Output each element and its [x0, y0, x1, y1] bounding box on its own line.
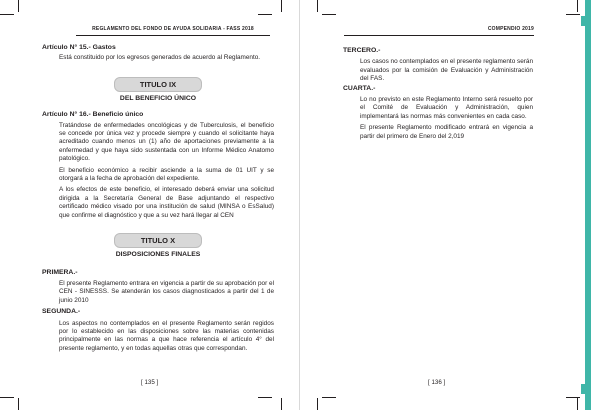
crop-mark: [281, 398, 282, 410]
crop-mark: [577, 398, 578, 410]
article-15-title: Artículo N° 15.- Gastos: [42, 44, 116, 51]
crop-mark: [258, 14, 272, 15]
right-page: [343, 47, 533, 141]
crop-mark: [18, 398, 19, 410]
crop-mark: [322, 14, 336, 15]
header-left-text: REGLAMENTO DEL FONDO DE AYUDA SOLIDARIA - FASS 2018: [92, 26, 254, 32]
page-number-left: [ 135 ]: [141, 379, 159, 386]
article-15-text: Está constituido por los egresos generados de acuerdo al Reglamento.: [59, 54, 261, 62]
running-header-left: [76, 26, 270, 36]
accent-bar: [585, 0, 591, 410]
left-page: [42, 44, 274, 353]
titulo-x-box: TITULO X: [114, 233, 202, 248]
running-header-right: [344, 26, 534, 36]
crop-mark: [322, 397, 336, 398]
crop-mark: [317, 0, 318, 12]
accent-tick: [581, 384, 585, 394]
header-rule: [344, 35, 534, 36]
page-number-right: [ 136 ]: [428, 379, 446, 386]
primera-label: PRIMERA.-: [42, 268, 78, 276]
cuarta-para-1: Lo no previsto en este Reglamento Interno será resuelto por el Comité de Evaluación y Administración, quien implementará las normas más convenientes en cada caso.: [360, 96, 533, 120]
titulo-x-subtitle: DISPOSICIONES FINALES: [115, 251, 201, 259]
article-16-para-1: Tratándose de enfermedades oncológicas y de Tuberculosis, el beneficio se concede por única vez y procede siempre y cuando el solicitante haya acreditado cuando menos un (1) año de aportaciones previamente a la enfermedad y que haya sido sustentada con un Informe Médico Anatomo patológico.: [59, 121, 274, 163]
tercero-text: Los casos no contemplados en el presente reglamento serán evaluados por la comisión de Evaluación y Administración del FAS.: [360, 58, 534, 83]
primera-text: El presente Reglamento entrara en vigencia a partir de su aprobación por el CEN - SINESSS. Se atenderán los casos diagnosticados a partir del 1 de junio 2010: [59, 279, 274, 304]
article-16-para-2: El beneficio económico a recibir asciende a la suma de 01 UIT y se otorgará a la fecha de aprobación del expediente.: [59, 166, 274, 183]
cuarta-para-2: El presente Reglamento modificado entrará en vigencia a partir del primero de Enero del 2,019: [360, 124, 533, 140]
cuarta-label: CUARTA.-: [343, 84, 376, 92]
crop-mark: [18, 0, 19, 12]
article-16-title: Artículo N° 16.- Beneficio único: [42, 111, 144, 119]
crop-mark: [577, 0, 578, 12]
titulo-ix-subtitle: DEL BENEFICIO ÚNICO: [119, 94, 197, 102]
titulo-ix-box: TITULO IX: [114, 77, 202, 92]
crop-mark: [566, 14, 580, 15]
segunda-label: SEGUNDA.-: [42, 308, 81, 316]
crop-mark: [0, 397, 14, 398]
tercero-label: TERCERO.-: [343, 47, 381, 54]
header-right-text: COMPENDIO 2019: [487, 26, 534, 32]
crop-mark: [0, 14, 14, 15]
crop-mark: [258, 397, 272, 398]
crop-mark: [281, 0, 282, 12]
article-16-para-3: A los efectos de este beneficio, el interesado deberá enviar una solicitud dirigida a la Secretaría General de Base adjuntando el respectivo certificado médico visado por una institución de salud (MINSA o EsSalud) que confirme el diagnóstico y que a su vez hará llegar al CEN: [59, 186, 274, 219]
header-rule: [76, 35, 270, 36]
segunda-text: Los aspectos no contemplados en el presente Reglamento serán regidos por lo establecido en las disposiciones sobre las materias contenidas principalmente en las normas a que hace referencia el artículo 4° del presente reglamento, y en todas aquellas otras que correspondan.: [59, 319, 274, 352]
accent-tick: [581, 16, 585, 26]
crop-mark: [317, 398, 318, 410]
page-spine: [299, 0, 300, 410]
